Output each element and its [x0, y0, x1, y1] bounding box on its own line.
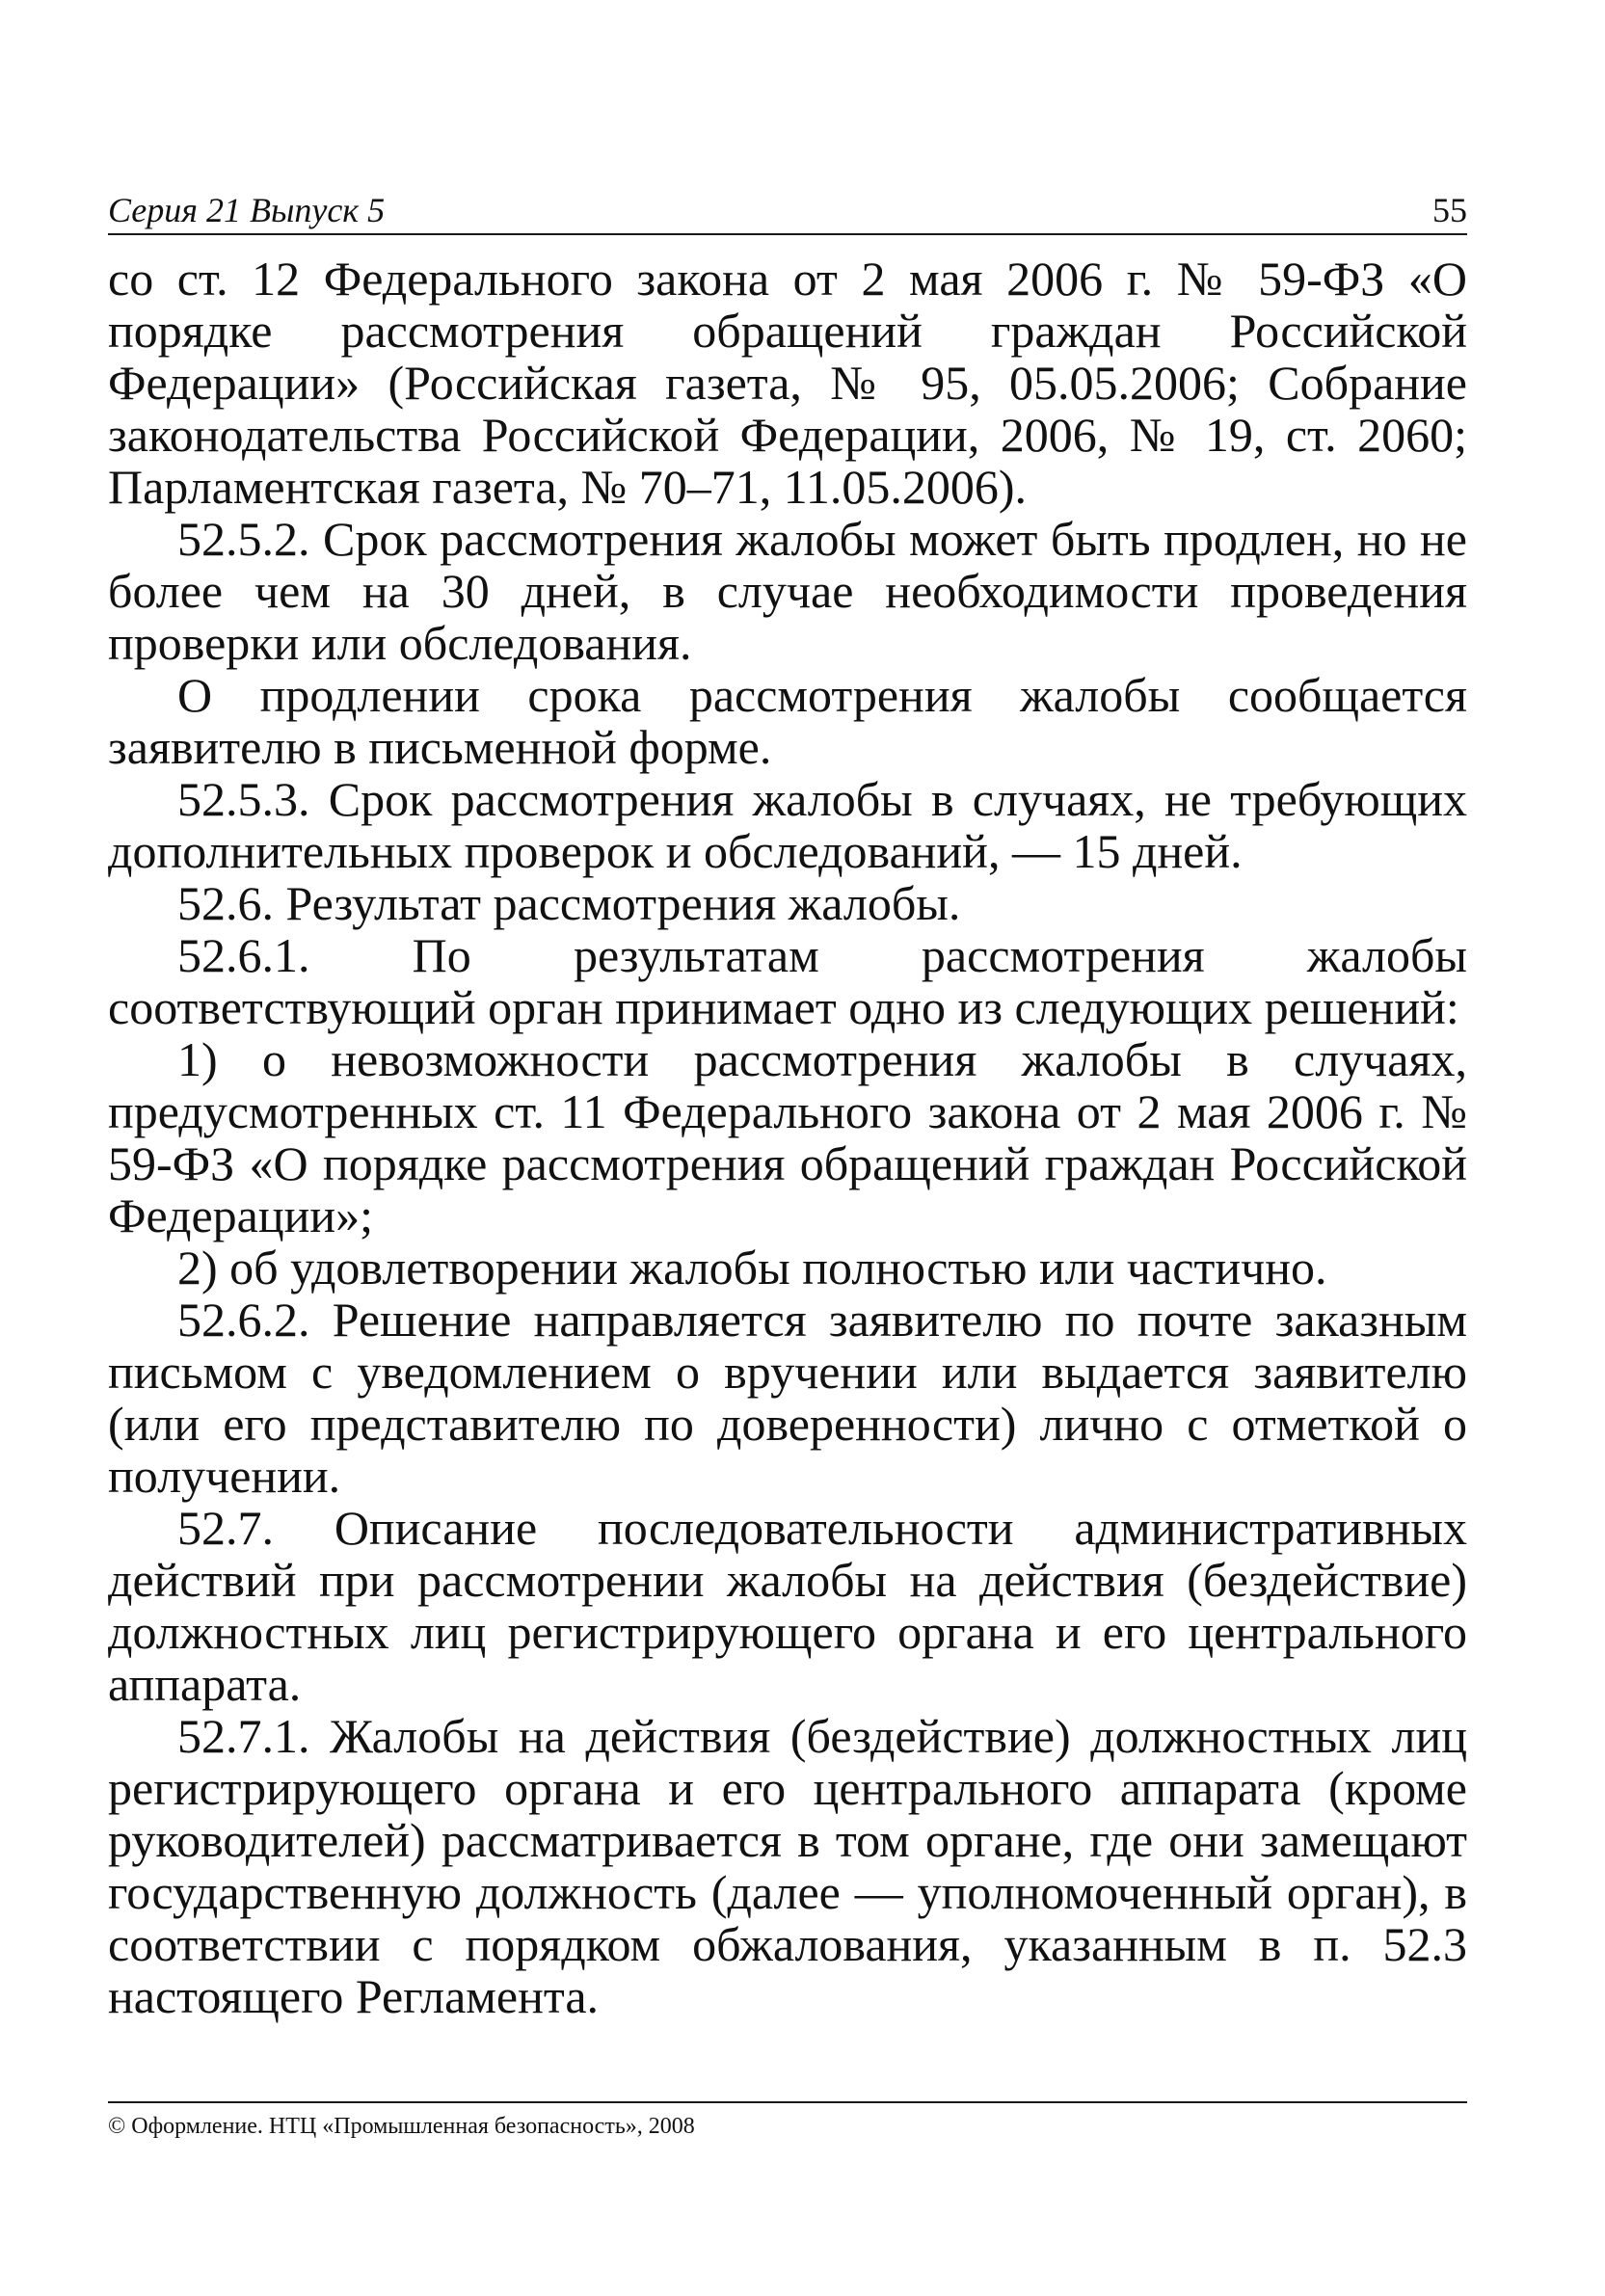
paragraph-52-5-3: 52.5.3. Срок рассмотрения жалобы в случаях, не требующих дополнительных проверок и обследований, — 15 дней. [108, 772, 1467, 878]
paragraph-extension-notice: О продлении срока рассмотрения жалобы сообщается заявителю в письменной форме. [108, 668, 1467, 774]
list-item-2: 2) об удовлетворении жалобы полностью или частично. [177, 1241, 1327, 1295]
paragraph-52-7-1: 52.7.1. Жалобы на действия (бездействие) должностных лиц регистрирующего органа и его центрального аппарата (кроме руководителей) рассматривается в том органе, где они замещают государственную должность (далее — уполномоченный орган), в соответствии с порядком обжалования, указанным в п. 52.3 настоящего Регламента. [108, 1709, 1467, 2023]
paragraph-52-5-2: 52.5.2. Срок рассмотрения жалобы может быть продлен, но не более чем на 30 дней, в случае необходимости проведения проверки или обследования. [108, 512, 1467, 670]
series-title: Серия 21 Выпуск 5 [108, 191, 386, 229]
copyright-notice: © Оформление. НТЦ «Промышленная безопасность», 2008 [108, 2114, 695, 2139]
page-number: 55 [1432, 191, 1467, 229]
paragraph-52-6-1: 52.6.1. По результатам рассмотрения жалобы соответствующий орган принимает одно из следующих решений: [108, 928, 1467, 1034]
list-item-1: 1) о невозможности рассмотрения жалобы в случаях, предусмотренных ст. 11 Федерального закона от 2 мая 2006 г. № 59-ФЗ «О порядке рассмотрения обращений граждан Российской Федерации»; [108, 1032, 1467, 1242]
page-footer [108, 2101, 1467, 2140]
paragraph-52-6: 52.6. Результат рассмотрения жалобы. [177, 876, 961, 930]
paragraph-52-6-2: 52.6.2. Решение направляется заявителю по почте заказным письмом с уведомлением о вручении или выдается заявителю (или его представителю по доверенности) лично с отметкой о получении. [108, 1293, 1467, 1503]
page-header [108, 191, 1467, 235]
body-text [108, 253, 1467, 2022]
paragraph-52-7: 52.7. Описание последовательности административных действий при рассмотрении жалобы на действия (бездействие) должностных лиц регистрирующего органа и его центрального аппарата. [108, 1501, 1467, 1711]
paragraph-continuation: со ст. 12 Федерального закона от 2 мая 2006 г. № 59-ФЗ «О порядке рассмотрения обращений граждан Российской Федерации» (Российская газета, № 95, 05.05.2006; Собрание законодательства Российской Федерации, 2006, № 19, ст. 2060; Парламентская газета, № 70–71, 11.05.2006). [108, 252, 1467, 514]
